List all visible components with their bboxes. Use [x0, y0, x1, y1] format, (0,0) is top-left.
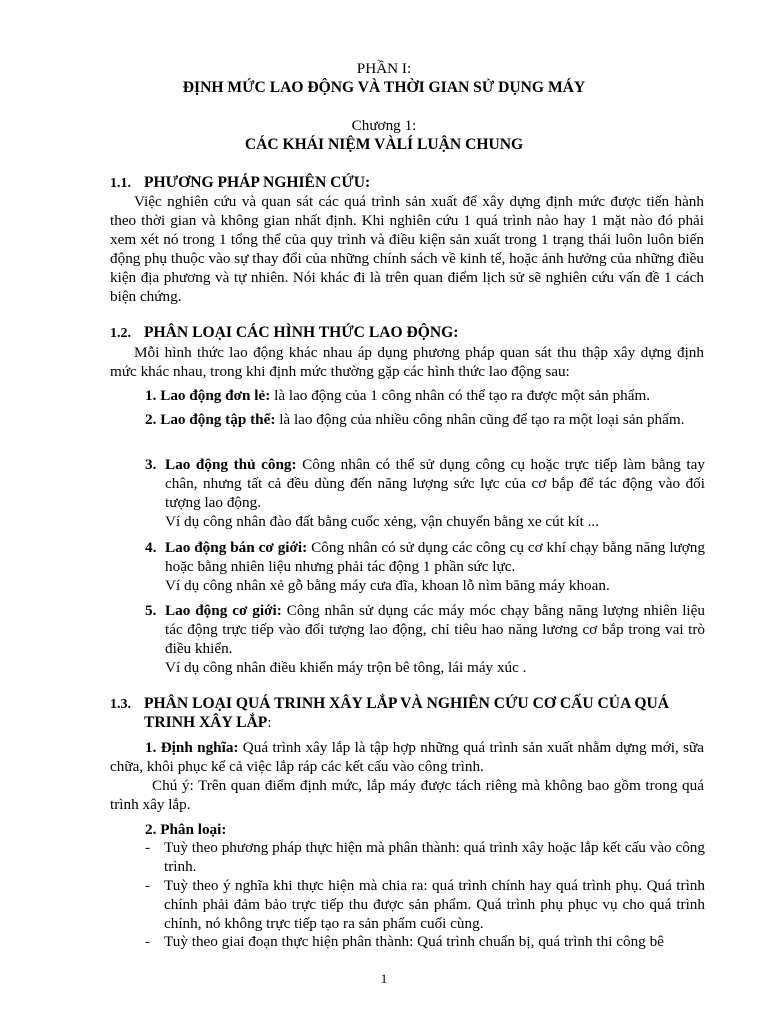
section-title: PHÂN LOẠI CÁC HÌNH THỨC LAO ĐỘNG: — [144, 324, 459, 341]
item-example: Ví dụ công nhân đào đất bằng cuốc xẻng, vận chuyển bằng xe cút kít ... — [165, 513, 599, 530]
item-text: Công nhân có thể sử dụng công cụ hoặc trực tiếp làm bằng tay chân, nhưng tất cả đều dùng đến năng lượng sức lực của cơ bắp để tác động vào đối tượng lao động. — [165, 456, 705, 511]
chapter-label: Chương 1: — [351, 117, 417, 134]
page-number: 1 — [380, 971, 388, 986]
classification-heading — [145, 820, 739, 839]
item-term: Lao động thủ công: — [165, 456, 297, 473]
section-number: 1.3. — [110, 697, 131, 712]
section-title-colon: : — [267, 714, 272, 731]
section-title: PHƯƠNG PHÁP NGHIÊN CỨU: — [144, 174, 371, 191]
labor-item-2 — [110, 410, 704, 429]
item-number: 5. — [145, 602, 157, 619]
item-text: Quá trình xây lắp là tập hợp những quá trình sản xuất nhằm dựng mới, sữa chữa, khôi phục kể cả việc lắp ráp các kết cấu vào công trình. — [110, 739, 704, 775]
item-example: Ví dụ công nhân điều khiển máy trộn bê tông, lái máy xúc . — [165, 659, 527, 676]
labor-item-5 — [145, 601, 705, 677]
item-term: Lao động bán cơ giới: — [165, 539, 308, 556]
section-number: 1.2. — [110, 326, 131, 341]
list-item — [145, 838, 705, 876]
item-text: là lao động của 1 công nhân có thể tạo ra được một sản phẩm. — [270, 387, 651, 404]
bullet-dash: - — [145, 839, 151, 856]
section-1-1-body: Việc nghiên cứu và quan sát các quá trình sản xuất để xây dựng định mức được tiến hành theo thời gian và không gian nhất định. Khi nghiên cứu 1 quá trình nào hay 1 mặt nào đó phải xem xét nó trong 1 tổng thể của quy trình và điều kiện sản xuất trong 1 trạng thái luôn luôn biến động phụ thuộc vào sự thay đổi của những chính sách về kinh tế, hoặc ảnh hưởng của những điều kiện địa phương và tự nhiên. Nói khác đi là trên quan điểm lịch sử sẽ nghiên cứu vấn đề 1 cách biện chứng. — [110, 193, 704, 305]
list-item — [145, 932, 705, 951]
item-number: 4. — [145, 539, 157, 556]
labor-item-1 — [110, 386, 704, 405]
section-heading-1-3 — [110, 694, 710, 714]
item-number: 3. — [145, 456, 157, 473]
item-text: Công nhân sử dụng các máy móc chạy bằng năng lượng nhiên liệu tác động trực tiếp vào đối tượng lao động, chỉ tiêu hao năng lương cơ bắp trong vai trò điều khiển. — [165, 602, 705, 657]
section-1-2-intro: Mỗi hình thức lao động khác nhau áp dụng phương pháp quan sát thu thập xây dựng định mức khác nhau, trong khi định mức thường gặp các hình thức lao động sau: — [110, 344, 704, 380]
item-term: Lao động đơn lẻ: — [160, 387, 271, 404]
section-number: 1.1. — [110, 176, 131, 191]
section-heading-1-3-cont — [144, 713, 744, 732]
item-term: Lao động tập thể: — [160, 411, 276, 428]
labor-item-4 — [145, 538, 705, 595]
section-title-cont: TRINH XÂY LẮP — [144, 714, 268, 731]
list-item — [145, 876, 705, 933]
bullet-dash: - — [145, 877, 151, 894]
item-number: 1. — [145, 739, 157, 756]
section-heading-1-1 — [110, 173, 710, 193]
item-number: 1. — [145, 387, 157, 404]
section-title: PHÂN LOẠI QUÁ TRINH XÂY LẮP VÀ NGHIÊN CỨU CƠ CẤU CỦA QUÁ — [144, 695, 670, 712]
bullet-dash: - — [145, 933, 151, 950]
item-text: là lao động của nhiều công nhân cũng để tạo ra một loại sản phẩm. — [275, 411, 685, 428]
definition-item — [110, 738, 704, 776]
chapter-title: CÁC KHÁI NIỆM VÀLÍ LUẬN CHUNG — [244, 136, 524, 153]
list-item-text: Tuỳ theo phương pháp thực hiện mà phân thành: quá trình xây hoặc lắp kết cấu vào công trình. — [164, 839, 705, 875]
item-number: 2. — [145, 411, 157, 428]
list-item-text: Tuỳ theo giai đoạn thực hiện phân thành: Quá trình chuẩn bị, quá trình thi công bê — [164, 933, 664, 950]
item-example: Ví dụ công nhân xẻ gỗ bằng máy cưa đĩa, khoan lỗ nìm băng máy khoan. — [165, 577, 610, 594]
item-term: Lao động cơ giới: — [165, 602, 282, 619]
item-number: 2. — [145, 821, 157, 838]
item-term: Phân loại: — [160, 821, 227, 838]
part-title: ĐỊNH MỨC LAO ĐỘNG VÀ THỜI GIAN SỬ DỤNG MÁY — [182, 79, 586, 96]
note-paragraph: Chú ý: Trên quan điểm định mức, lắp máy được tách riêng mà không bao gồm trong quá trình xây lắp. — [110, 777, 704, 813]
item-term: Định nghĩa: — [160, 739, 239, 756]
section-heading-1-2 — [110, 323, 710, 343]
item-text: Công nhân có sử dụng các công cụ cơ khí chạy bằng năng lượng hoặc bằng nhiên liệu nhưng phải tác động 1 phần sức lực. — [165, 539, 705, 575]
part-label: PHẦN I: — [356, 60, 412, 77]
list-item-text: Tuỳ theo ý nghĩa khi thực hiện mà chia ra: quá trình chính hay quá trình phụ. Quá trình chính phải đảm bảo trực tiếp thu được sản phẩm. Quá trình phụ phục vụ cho quá trình chính, nó không trực tiếp tạo ra sản phẩm cuối cùng. — [164, 877, 705, 932]
labor-item-3 — [145, 455, 705, 531]
